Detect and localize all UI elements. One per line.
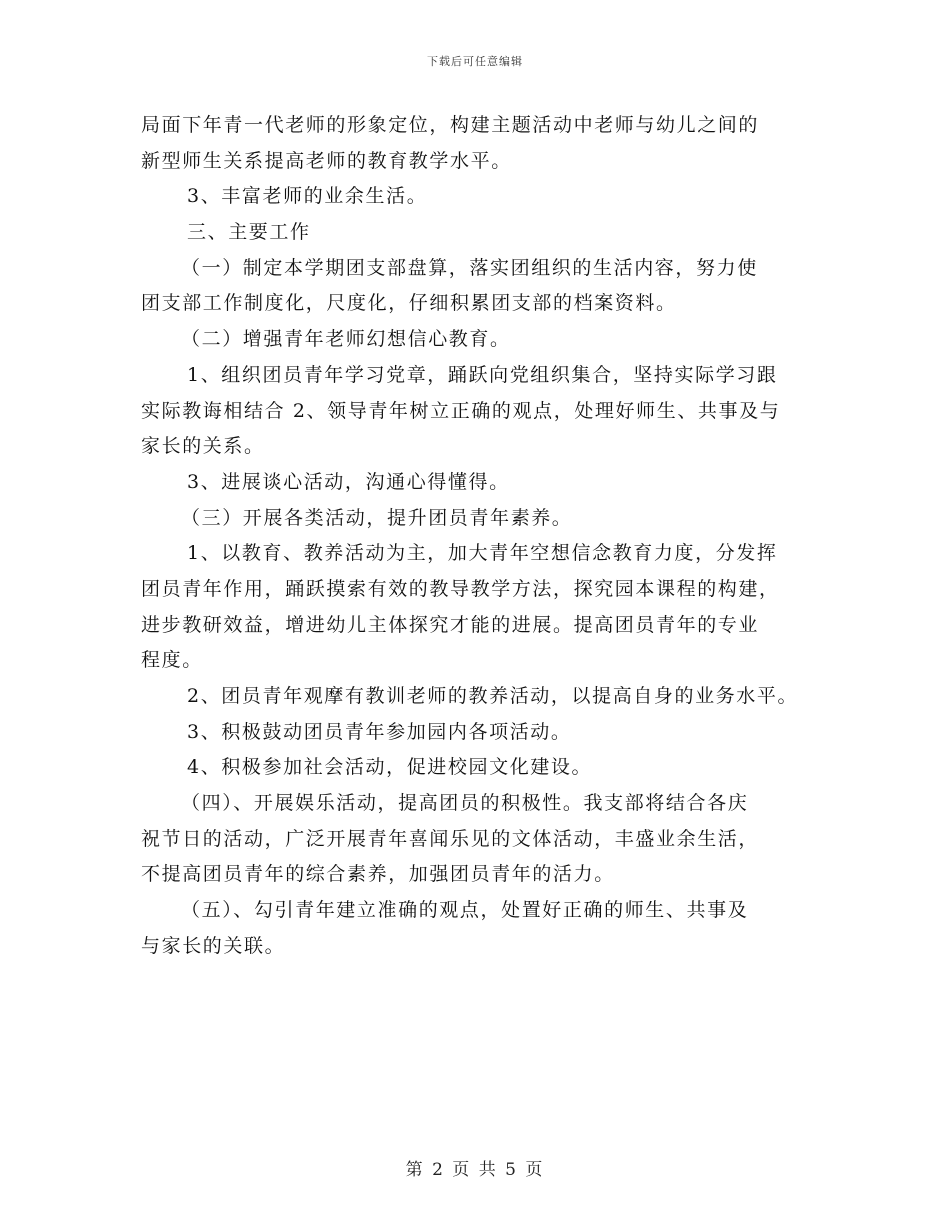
text-line: 团员青年作用，踊跃摸索有效的教导教学方法，探究园本课程的构建， (141, 577, 780, 600)
text-line: （二）增强青年老师幻想信心教育。 (181, 328, 511, 351)
text-line: 新型师生关系提高老师的教育教学水平。 (141, 149, 512, 172)
text-line: （五）、勾引青年建立准确的观点，处置好正确的师生、共事及 (181, 899, 749, 922)
document-body (141, 108, 821, 965)
text-line: 程度。 (141, 649, 203, 672)
text-line: 实际教诲相结合 2、领导青年树立正确的观点，处理好师生、共事及与 (141, 399, 781, 422)
text-line: 3、积极鼓动团员青年参加园内各项活动。 (187, 720, 572, 743)
text-line: 2、团员青年观摩有教训老师的教养活动，以提高自身的业务水平。 (187, 685, 799, 707)
text-line: （一）制定本学期团支部盘算，落实团组织的生活内容，努力使 (181, 256, 758, 279)
text-line: 与家长的关联。 (141, 934, 286, 957)
page-number: 第 2 页 共 5 页 (405, 1160, 545, 1180)
text-line: 3、丰富老师的业余生活。 (187, 185, 428, 208)
text-line: （三）开展各类活动，提升团员青年素养。 (181, 506, 573, 529)
text-line: 3、进展谈心活动，沟通心得懂得。 (187, 470, 510, 493)
text-line: 1、以教育、教养活动为主，加大青年空想信念教育力度，分发挥 (187, 542, 778, 565)
text-line: 家长的关系。 (141, 435, 265, 458)
text-line: 团支部工作制度化，尺度化，仔细积累团支部的档案资料。 (141, 292, 677, 315)
header-note: 下载后可任意编辑 (427, 55, 523, 68)
text-line: 4、积极参加社会活动，促进校园文化建设。 (187, 756, 593, 779)
text-line: 三、主要工作 (187, 221, 311, 244)
text-line: （四）、开展娱乐活动，提高团员的积极性。我支部将结合各庆 (181, 792, 749, 815)
text-line: 局面下年青一代老师的形象定位，构建主题活动中老师与幼儿之间的 (141, 114, 760, 136)
text-line: 祝节日的活动，广泛开展青年喜闻乐见的文体活动，丰盛业余生活， (141, 827, 760, 850)
text-line: 不提高团员青年的综合素养，加强团员青年的活力。 (141, 863, 615, 886)
text-line: 1、组织团员青年学习党章，踊跃向党组织集合，坚持实际学习跟 (187, 363, 778, 386)
text-line: 进步教研效益，增进幼儿主体探究才能的进展。提高团员青年的专业 (141, 613, 760, 636)
